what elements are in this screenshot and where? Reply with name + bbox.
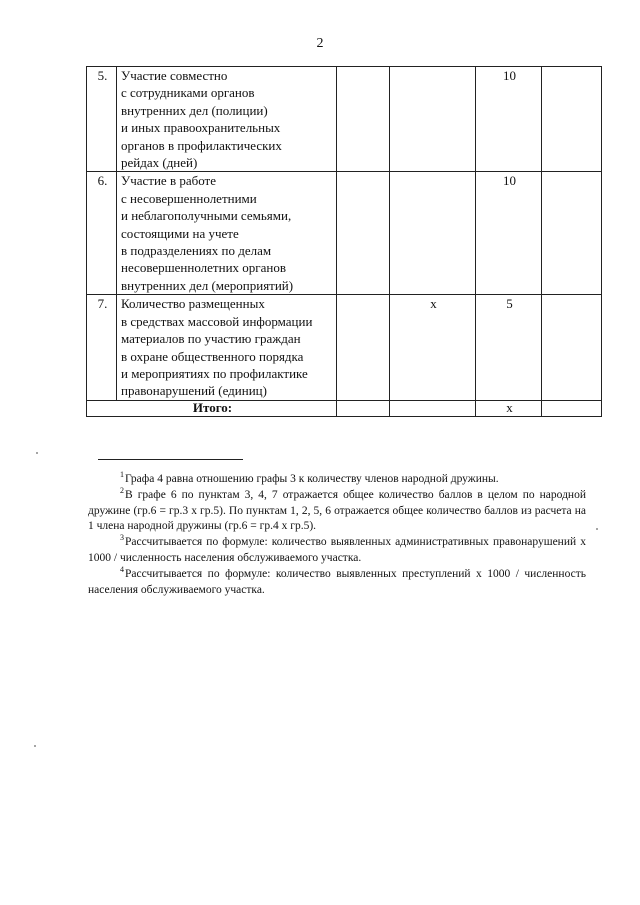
cell-col5: 5 bbox=[476, 295, 542, 400]
label-line: с сотрудниками органов bbox=[121, 85, 255, 101]
footnote-mark: 4 bbox=[120, 564, 124, 574]
label-line: органов в профилактических bbox=[121, 137, 282, 153]
total-col3 bbox=[337, 400, 390, 416]
label-line: в подразделениях по делам bbox=[121, 243, 272, 259]
label-line: и иных правоохранительных bbox=[121, 120, 281, 136]
footnote-1 bbox=[88, 472, 586, 488]
scan-speck bbox=[596, 528, 598, 530]
label-line: с несовершеннолетними bbox=[121, 190, 257, 206]
cell-col3 bbox=[337, 172, 390, 295]
scan-speck bbox=[34, 745, 36, 747]
footnote-separator bbox=[98, 459, 243, 460]
label-line: внутренних дел (полиции) bbox=[121, 102, 268, 118]
total-label: Итого: bbox=[87, 400, 337, 416]
label-line: и неблагополучными семьями, bbox=[121, 208, 292, 224]
indicators-table bbox=[86, 66, 602, 417]
footnote-3 bbox=[88, 535, 586, 567]
row-number: 5. bbox=[87, 67, 117, 172]
footnotes bbox=[88, 472, 586, 598]
label-line: Участие в работе bbox=[121, 173, 216, 189]
footnote-text: В графе 6 по пунктам 3, 4, 7 отражается общее количество баллов в целом по народной дружине (гр.6 = гр.3 х гр.5). По пунктам 1, 2, 5, 6 отражается общее количество баллов из расчета на 1 члена народной дружины (гр.6 = гр.4 х гр.5). bbox=[88, 488, 586, 533]
label-line: правонарушений (единиц) bbox=[121, 383, 267, 399]
row-number: 7. bbox=[87, 295, 117, 400]
label-line: Количество размещенных bbox=[121, 296, 265, 312]
label-line: материалов по участию граждан bbox=[121, 331, 301, 347]
table-row-6 bbox=[87, 172, 602, 295]
row-label bbox=[117, 295, 337, 400]
cell-col4: х bbox=[390, 295, 476, 400]
footnote-text: Рассчитывается по формуле: количество выявленных преступлений х 1000 / численность населения обслуживаемого участка. bbox=[88, 567, 586, 596]
cell-col5: 10 bbox=[476, 172, 542, 295]
label-line: Участие совместно bbox=[121, 68, 228, 83]
row-label bbox=[117, 67, 337, 172]
table-row-5 bbox=[87, 67, 602, 172]
footnote-mark: 3 bbox=[120, 533, 124, 543]
footnote-4 bbox=[88, 564, 586, 599]
scan-speck bbox=[36, 452, 38, 454]
row-label bbox=[117, 172, 337, 295]
label-line: состоящими на учете bbox=[121, 225, 239, 241]
label-line: и мероприятиях по профилактике bbox=[121, 365, 308, 381]
cell-col6 bbox=[542, 67, 602, 172]
label-line: несовершеннолетних органов bbox=[121, 260, 286, 276]
total-row bbox=[87, 400, 602, 416]
cell-col6 bbox=[542, 295, 602, 400]
footnote-2 bbox=[88, 485, 586, 535]
footnote-text: Рассчитывается по формуле: количество выявленных административных правонарушений х 1000 / численность населения обслуживаемого участка. bbox=[88, 536, 586, 564]
footnote-text: Графа 4 равна отношению графы 3 к количеству членов народной дружины. bbox=[125, 473, 499, 485]
total-col6 bbox=[542, 400, 602, 416]
total-col5: х bbox=[476, 400, 542, 416]
cell-col6 bbox=[542, 172, 602, 295]
footnote-mark: 1 bbox=[120, 470, 124, 479]
label-line: в охране общественного порядка bbox=[121, 348, 304, 364]
cell-col3 bbox=[337, 67, 390, 172]
total-col4 bbox=[390, 400, 476, 416]
label-line: рейдах (дней) bbox=[121, 155, 198, 171]
cell-col4 bbox=[390, 172, 476, 295]
footnote-mark: 2 bbox=[120, 485, 124, 495]
cell-col3 bbox=[337, 295, 390, 400]
page-number: 2 bbox=[316, 36, 324, 51]
label-line: в средствах массовой информации bbox=[121, 313, 313, 329]
cell-col5: 10 bbox=[476, 67, 542, 172]
row-number: 6. bbox=[87, 172, 117, 295]
label-line: внутренних дел (мероприятий) bbox=[121, 277, 294, 293]
table-row-7 bbox=[87, 295, 602, 400]
cell-col4 bbox=[390, 67, 476, 172]
